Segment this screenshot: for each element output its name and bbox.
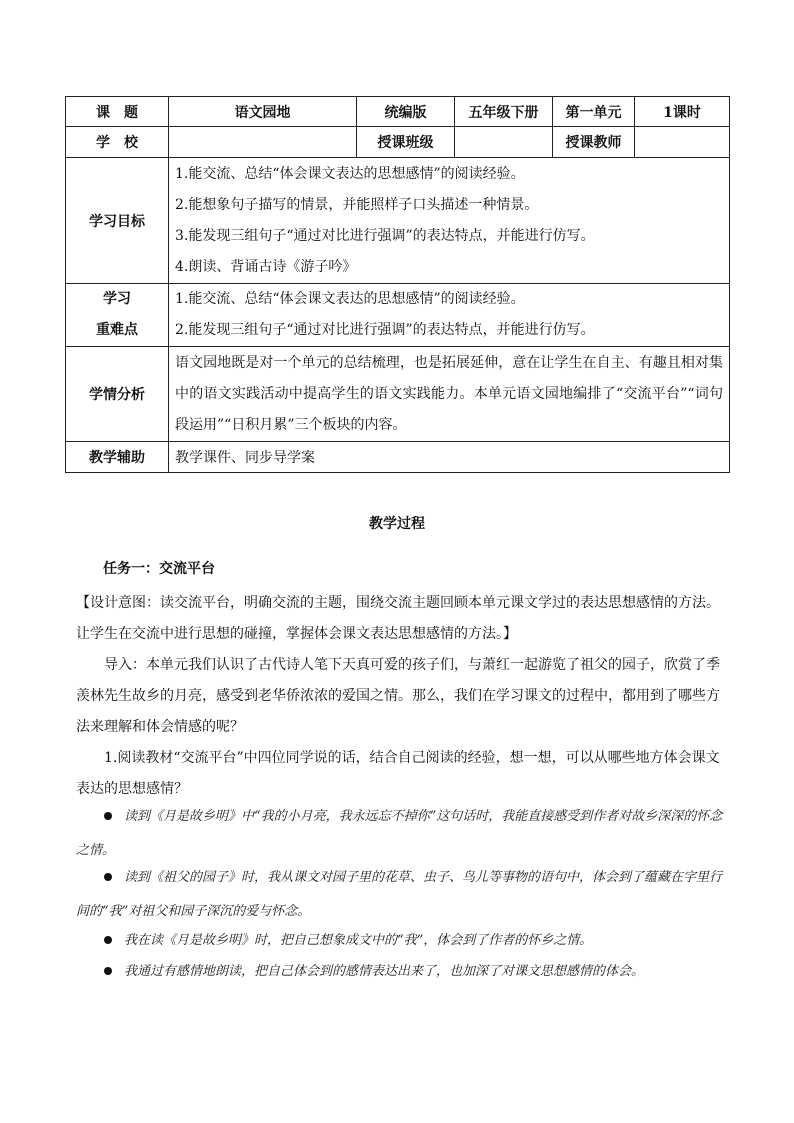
key-point-item: 2.能发现三组句子“通过对比进行强调”的表达特点，并能进行仿写。 (175, 322, 595, 338)
class-label: 授课班级 (357, 127, 455, 158)
bullet-text: 读到《祖父的园子》时，我从课文对园子里的花草、虫子、鸟儿等事物的语句中，体会到了蕴藏在字里行间的“我”对祖父和园子深沉的爱与怀念。 (76, 870, 723, 919)
list-item (76, 800, 724, 868)
bullet-icon (104, 967, 112, 975)
teacher-label: 授课教师 (553, 127, 635, 158)
teacher-value (635, 127, 730, 158)
goal-item: 3.能发现三组句子“通过对比进行强调”的表达特点，并能进行仿写。 (175, 227, 595, 244)
course-value: 语文园地 (169, 97, 357, 127)
grade-value: 五年级下册 (455, 97, 553, 127)
key-points-list (169, 284, 730, 347)
bullet-icon (104, 812, 112, 820)
bullet-text: 我通过有感情地朗读，把自己体会到的感情表达出来了，也加深了对课文思想感情的体会。 (124, 964, 645, 979)
school-value (169, 127, 357, 158)
goals-label: 学习目标 (66, 158, 169, 284)
bullet-icon (104, 873, 112, 881)
edition-value: 统编版 (357, 97, 455, 127)
class-value (455, 127, 553, 158)
unit-value: 第一单元 (553, 97, 635, 127)
list-item (76, 924, 724, 958)
table-row (66, 442, 730, 473)
aids-label: 教学辅助 (66, 442, 169, 473)
table-row (66, 158, 730, 284)
key-points-label-line: 学习 (103, 291, 131, 307)
bullet-text: 我在读《月是故乡明》时，把自己想象成文中的“我”，体会到了作者的怀乡之情。 (124, 933, 593, 948)
bullet-text: 读到《月是故乡明》中“我的小月亮，我永远忘不掉你”这句话时，我能直接感受到作者对故乡深深的怀念之情。 (76, 809, 723, 858)
table-row (66, 284, 730, 347)
goal-item: 4.朗读、背诵古诗《游子吟》 (175, 258, 357, 275)
task1-heading: 任务一：交流平台 (103, 561, 215, 577)
key-points-label (66, 284, 169, 347)
lesson-info-table (65, 96, 730, 473)
course-label: 课 题 (66, 97, 169, 127)
design-intent-paragraph: 【设计意图：读交流平台，明确交流的主题，围绕交流主题回顾本单元课文学过的表达思想感情的方法。让学生在交流中进行思想的碰撞，掌握体会课文表达思想感情的方法。】 (76, 595, 720, 642)
table-row (66, 127, 730, 158)
school-label: 学 校 (66, 127, 169, 158)
aids-text: 教学课件、同步导学案 (169, 442, 730, 473)
table-row (66, 97, 730, 127)
list-item (76, 955, 724, 989)
list-item (76, 861, 724, 929)
hours-value: 1课时 (635, 97, 730, 127)
key-points-label-line: 重难点 (96, 322, 138, 338)
bullet-icon (104, 936, 112, 944)
question-paragraph: 1.阅读教材“交流平台”中四位同学说的话，结合自己阅读的经验，想一想，可以从哪些地方体会课文表达的思想感情？ (76, 750, 720, 797)
goals-list (169, 158, 730, 284)
key-point-item: 1.能交流、总结“体会课文表达的思想感情”的阅读经验。 (175, 291, 525, 307)
goal-item: 2.能想象句子描写的情景，并能照样子口头描述一种情景。 (175, 196, 539, 213)
table-row (66, 347, 730, 442)
intro-paragraph: 导入：本单元我们认识了古代诗人笔下天真可爱的孩子们，与萧红一起游览了祖父的园子，欣赏了季羡林先生故乡的月亮，感受到老华侨浓浓的爱国之情。那么，我们在学习课文的过程中，都用到了哪些方法来理解和体会情感的呢？ (76, 657, 720, 735)
analysis-label: 学情分析 (66, 347, 169, 442)
analysis-text: 语文园地既是对一个单元的总结梳理，也是拓展延伸，意在让学生在自主、有趣且相对集中的语文实践活动中提高学生的语文实践能力。本单元语文园地编排了“交流平台”“词句段运用”“日积月累”三个板块的内容。 (169, 347, 730, 442)
process-title: 教学过程 (369, 516, 425, 532)
goal-item: 1.能交流、总结“体会课文表达的思想感情”的阅读经验。 (175, 165, 525, 182)
